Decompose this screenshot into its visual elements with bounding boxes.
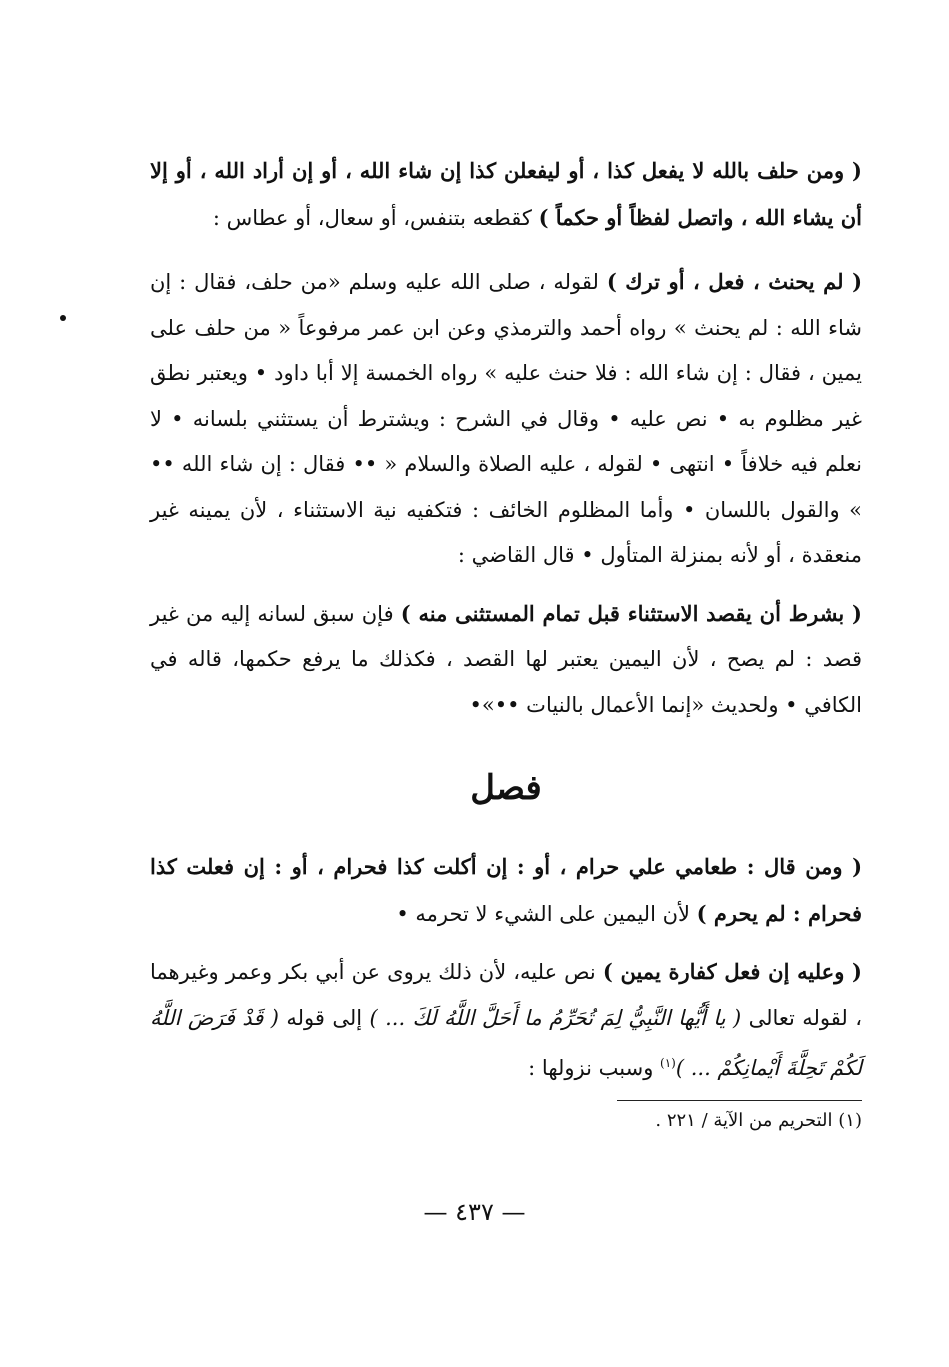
footnote: (١) التحريم من الآية / ٢٢١ . bbox=[655, 1109, 862, 1131]
matn-text-4: ( ومن قال : طعامي علي حرام ، أو : إن أكلت كذا فحرام ، أو : إن فعلت كذا فحرام : لم يحرم ) bbox=[150, 854, 862, 926]
quran-verse-2: ( قَدْ فَرَضَ اللَّهُ لَكُمْ تَحِلَّةَ أَيْمانِكُمْ ... ) bbox=[150, 1005, 862, 1080]
sharh-text-1: كقطعه بتنفس، أو سعال، أو عطاس : bbox=[212, 205, 539, 230]
sharh-text-3: فإن سبق لسانه إليه من غير قصد : لم يصح ، لأن اليمين يعتبر لها القصد ، فكذلك ما يرفع حكمها، قاله في الكافي • ولحديث «إنما الأعمال بالنيات ••»• bbox=[150, 601, 862, 717]
margin-dot bbox=[60, 315, 66, 321]
paragraph-1 bbox=[150, 148, 862, 241]
section-title: فصل bbox=[470, 768, 542, 808]
paragraph-3 bbox=[150, 591, 862, 729]
matn-text-2: ( لم يحنث ، فعل ، أو ترك ) bbox=[606, 269, 863, 294]
sharh-text-4: لأن اليمين على الشيء لا تحرمه • bbox=[396, 901, 697, 926]
footnote-marker: (١) bbox=[660, 1056, 676, 1070]
matn-text-1: ( ومن حلف بالله لا يفعل كذا ، أو ليفعلن كذا إن شاء الله ، أو إن أراد الله ، أو إلا أن يشاء الله ، واتصل لفظاً أو حكماً ) bbox=[150, 158, 862, 230]
sharh-text-5c: وسبب نزولها : bbox=[528, 1056, 661, 1080]
document-page bbox=[150, 148, 862, 1137]
sharh-text-5a: نص عليه، لأن ذلك يروى عن أبي بكر وعمر وغيرهما ، لقوله تعالى bbox=[150, 960, 862, 1030]
matn-text-5: ( وعليه إن فعل كفارة يمين ) bbox=[602, 959, 862, 984]
quran-verse-1: ( يا أَيُّها النَّبِيُّ لِمَ تُحَرِّمُ ما أَحَلَّ اللَّهُ لَكَ ... ) bbox=[369, 1005, 742, 1030]
footnote-divider bbox=[617, 1100, 862, 1101]
paragraph-4 bbox=[150, 844, 862, 937]
paragraph-5 bbox=[150, 949, 862, 1092]
paragraph-2 bbox=[150, 259, 862, 579]
sharh-text-2: لقوله ، صلى الله عليه وسلم «من حلف، فقال : إن شاء الله : لم يحنث » رواه أحمد والترمذي وعن ابن عمر مرفوعاً « من حلف على يمين ، فقال : إن شاء الله : فلا حنث عليه » رواه الخمسة إلا أبا داود • ويعتبر نطق غير مظلوم به • نص عليه • وقال في الشرح : ويشترط أن يستثني بلسانه • لا نعلم فيه خلافاً • انتهى • لقوله ، عليه الصلاة والسلام « •• فقال : إن شاء الله •• » والقول باللسان • وأما المظلوم الخائف : فتكفيه نية الاستثناء ، لأن يمينه غير منعقدة ، أو لأنه بمنزلة المتأول • قال القاضي : bbox=[150, 270, 862, 567]
matn-text-3: ( بشرط أن يقصد الاستثناء قبل تمام المستثنى منه ) bbox=[400, 600, 862, 626]
sharh-text-5b: إلى قوله bbox=[278, 1005, 370, 1030]
page-number: — ٤٣٧ — bbox=[423, 1198, 526, 1226]
